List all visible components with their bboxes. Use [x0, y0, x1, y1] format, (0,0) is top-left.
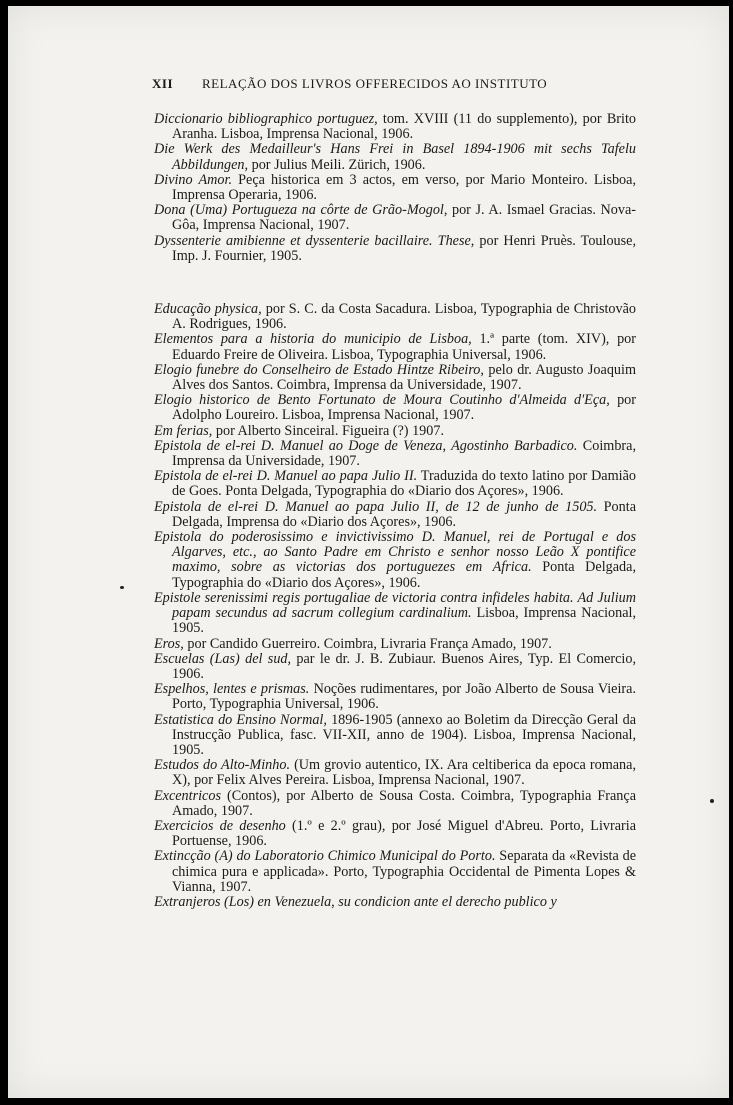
- page-number: XII: [152, 76, 174, 91]
- entry-details: por J. A. Ismael Gracias. Nova-Gôa, Imprensa Nacional, 1907.: [172, 202, 636, 234]
- bibliography-entry: [154, 439, 636, 469]
- entry-title: Dyssenterie amibienne et dyssenterie bacillaire. These,: [154, 232, 475, 249]
- entry-title: Extranjeros (Los) en Venezuela, su condicion ante el derecho publico y: [154, 893, 557, 910]
- entry-details: Noções rudimentares, por João Alberto de Sousa Vieira. Porto, Typographia Universal, 1906.: [172, 681, 636, 713]
- bibliography-entry: [154, 819, 636, 849]
- entry-title: Eros,: [154, 635, 184, 652]
- speck-mark: [710, 799, 714, 803]
- entry-details: Traduzida do texto latino por Damião de Goes. Ponta Delgada, Typographia do «Diario dos Açores», 1906.: [172, 468, 636, 500]
- entry-details: Peça historica em 3 actos, em verso, por Mario Monteiro. Lisboa, Imprensa Operaria, 1906.: [172, 171, 636, 204]
- entry-details: (Contos), por Alberto de Sousa Costa. Coimbra, Typographia França Amado, 1907.: [172, 787, 636, 819]
- page-header: [152, 76, 622, 92]
- bibliography-entry: [154, 682, 636, 712]
- entry-details: Lisboa, Imprensa Nacional, 1905.: [172, 605, 636, 637]
- bibliography-entry: [154, 789, 636, 819]
- speck-mark: [120, 586, 124, 589]
- bibliography-entry: [154, 637, 636, 652]
- entry-details: 1896-1905 (annexo ao Boletim da Direcção Geral da Instrucção Publica, fasc. VII-XII, anno de 1904). Lisboa, Imprensa Nacional, 1905.: [172, 711, 636, 758]
- entry-details: Ponta Delgada, Typographia do «Diario dos Açores», 1906.: [172, 559, 636, 591]
- bibliography-entry: [154, 895, 636, 910]
- entry-details: por Adolpho Loureiro. Lisboa, Imprensa Nacional, 1907.: [172, 392, 636, 424]
- entry-details: (1.º e 2.º grau), por José Miguel d'Abreu. Porto, Livraria Portuense, 1906.: [172, 817, 636, 850]
- bibliography-entry: [154, 203, 636, 233]
- entry-details: tom. XVIII (11 do supplemento), por Brito Aranha. Lisboa, Imprensa Nacional, 1906.: [172, 111, 636, 143]
- bibliography-entry: [154, 424, 636, 439]
- entry-details: pelo dr. Augusto Joaquim Alves dos Santos. Coimbra, Imprensa da Universidade, 1907.: [172, 361, 636, 394]
- entry-title: Dona (Uma) Portugueza na côrte de Grão-Mogol,: [154, 202, 448, 219]
- entry-title: Diccionario bibliographico portuguez,: [154, 111, 378, 127]
- entry-title: Die Werk des Medailleur's Hans Frei in Basel 1894-1906 mit sechs Tafelu Abbildungen,: [154, 141, 636, 173]
- entry-title: Extincção (A) do Laboratorio Chimico Municipal do Porto.: [154, 848, 496, 865]
- entry-details: Coimbra, Imprensa da Universidade, 1907.: [172, 437, 636, 470]
- entry-details: por S. C. da Costa Sacadura. Lisboa, Typographia de Christovão A. Rodrigues, 1906.: [172, 301, 636, 333]
- entry-title: Educação physica,: [154, 301, 262, 318]
- entry-details: por Candido Guerreiro. Coimbra, Livraria França Amado, 1907.: [183, 635, 552, 652]
- entry-title: Epistola de el-rei D. Manuel ao papa Julio II.: [154, 468, 418, 485]
- entry-title: Elogio funebre do Conselheiro de Estado Hintze Ribeiro,: [154, 361, 484, 378]
- bibliography-entry: [154, 469, 636, 499]
- bibliography-entry: [154, 393, 636, 423]
- entry-details: por Alberto Sinceiral. Figueira (?) 1907.: [212, 422, 444, 439]
- section-d-entries: [154, 112, 636, 264]
- book-page: [8, 6, 729, 1098]
- bibliography-entry: [154, 112, 636, 142]
- entry-title: Epistola do poderosissimo e invictivissimo D. Manuel, rei de Portugal e dos Algarves, etc., ao Santo Padre em Christo e senhor nosso Leão X pontifice maximo, sobre as victorias dos portuguezes em Africa.: [154, 529, 636, 576]
- entry-details: Separata da «Revista de chimica pura e applicada». Porto, Typographia Occidental de Pimenta Lopes & Vianna, 1907.: [172, 848, 636, 895]
- entry-title: Epistola de el-rei D. Manuel ao Doge de Veneza, Agostinho Barbadico.: [154, 437, 578, 454]
- entry-title: Divino Amor.: [154, 171, 232, 188]
- bibliography-entry: [154, 234, 636, 264]
- entry-title: Epistola de el-rei D. Manuel ao papa Julio II, de 12 de junho de 1505.: [154, 498, 598, 515]
- entry-title: Estatistica do Ensino Normal,: [154, 711, 327, 728]
- running-title: RELAÇÃO DOS LIVROS OFFERECIDOS AO INSTITUTO: [202, 76, 548, 91]
- entry-details: (Um grovio autentico, IX. Ara celtiberica da epoca romana, X), por Felix Alves Pereira. Lisboa, Imprensa Nacional, 1907.: [172, 757, 636, 789]
- bibliography-entry: [154, 332, 636, 362]
- bibliography-entry: [154, 758, 636, 788]
- bibliography-entry: [154, 652, 636, 682]
- entry-title: Elementos para a historia do municipio de Lisboa,: [154, 331, 472, 348]
- entry-title: Exercicios de desenho: [154, 817, 286, 834]
- bibliography-list: [154, 112, 636, 910]
- bibliography-entry: [154, 713, 636, 759]
- bibliography-entry: [154, 173, 636, 203]
- bibliography-entry: [154, 591, 636, 637]
- section-gap: [154, 264, 636, 302]
- entry-title: Excentricos: [154, 787, 221, 804]
- bibliography-entry: [154, 142, 636, 172]
- bibliography-entry: [154, 363, 636, 393]
- bibliography-entry: [154, 500, 636, 530]
- entry-details: Ponta Delgada, Imprensa do «Diario dos Açores», 1906.: [172, 498, 636, 530]
- entry-title: Estudos do Alto-Minho.: [154, 757, 290, 774]
- bibliography-entry: [154, 530, 636, 591]
- entry-title: Em ferias,: [154, 422, 213, 439]
- entry-details: par le dr. J. B. Zubiaur. Buenos Aires, Typ. El Comercio, 1906.: [172, 650, 637, 682]
- entry-details: por Henri Pruès. Toulouse, Imp. J. Fournier, 1905.: [172, 232, 637, 264]
- bibliography-entry: [154, 849, 636, 895]
- entry-details: 1.ª parte (tom. XIV), por Eduardo Freire de Oliveira. Lisboa, Typographia Universal, 1906.: [172, 331, 636, 363]
- entry-title: Espelhos, lentes e prismas.: [154, 681, 310, 698]
- entry-title: Elogio historico de Bento Fortunato de Moura Coutinho d'Almeida d'Eça,: [154, 392, 610, 409]
- section-e-entries: [154, 302, 636, 910]
- bibliography-entry: [154, 302, 636, 332]
- entry-title: Epistole serenissimi regis portugaliae de victoria contra infideles habita. Ad Julium papam secundus ad sacrum collegium cardinalium.: [154, 589, 636, 622]
- entry-details: por Julius Meili. Zürich, 1906.: [248, 156, 426, 173]
- entry-title: Escuelas (Las) del sud,: [154, 650, 292, 667]
